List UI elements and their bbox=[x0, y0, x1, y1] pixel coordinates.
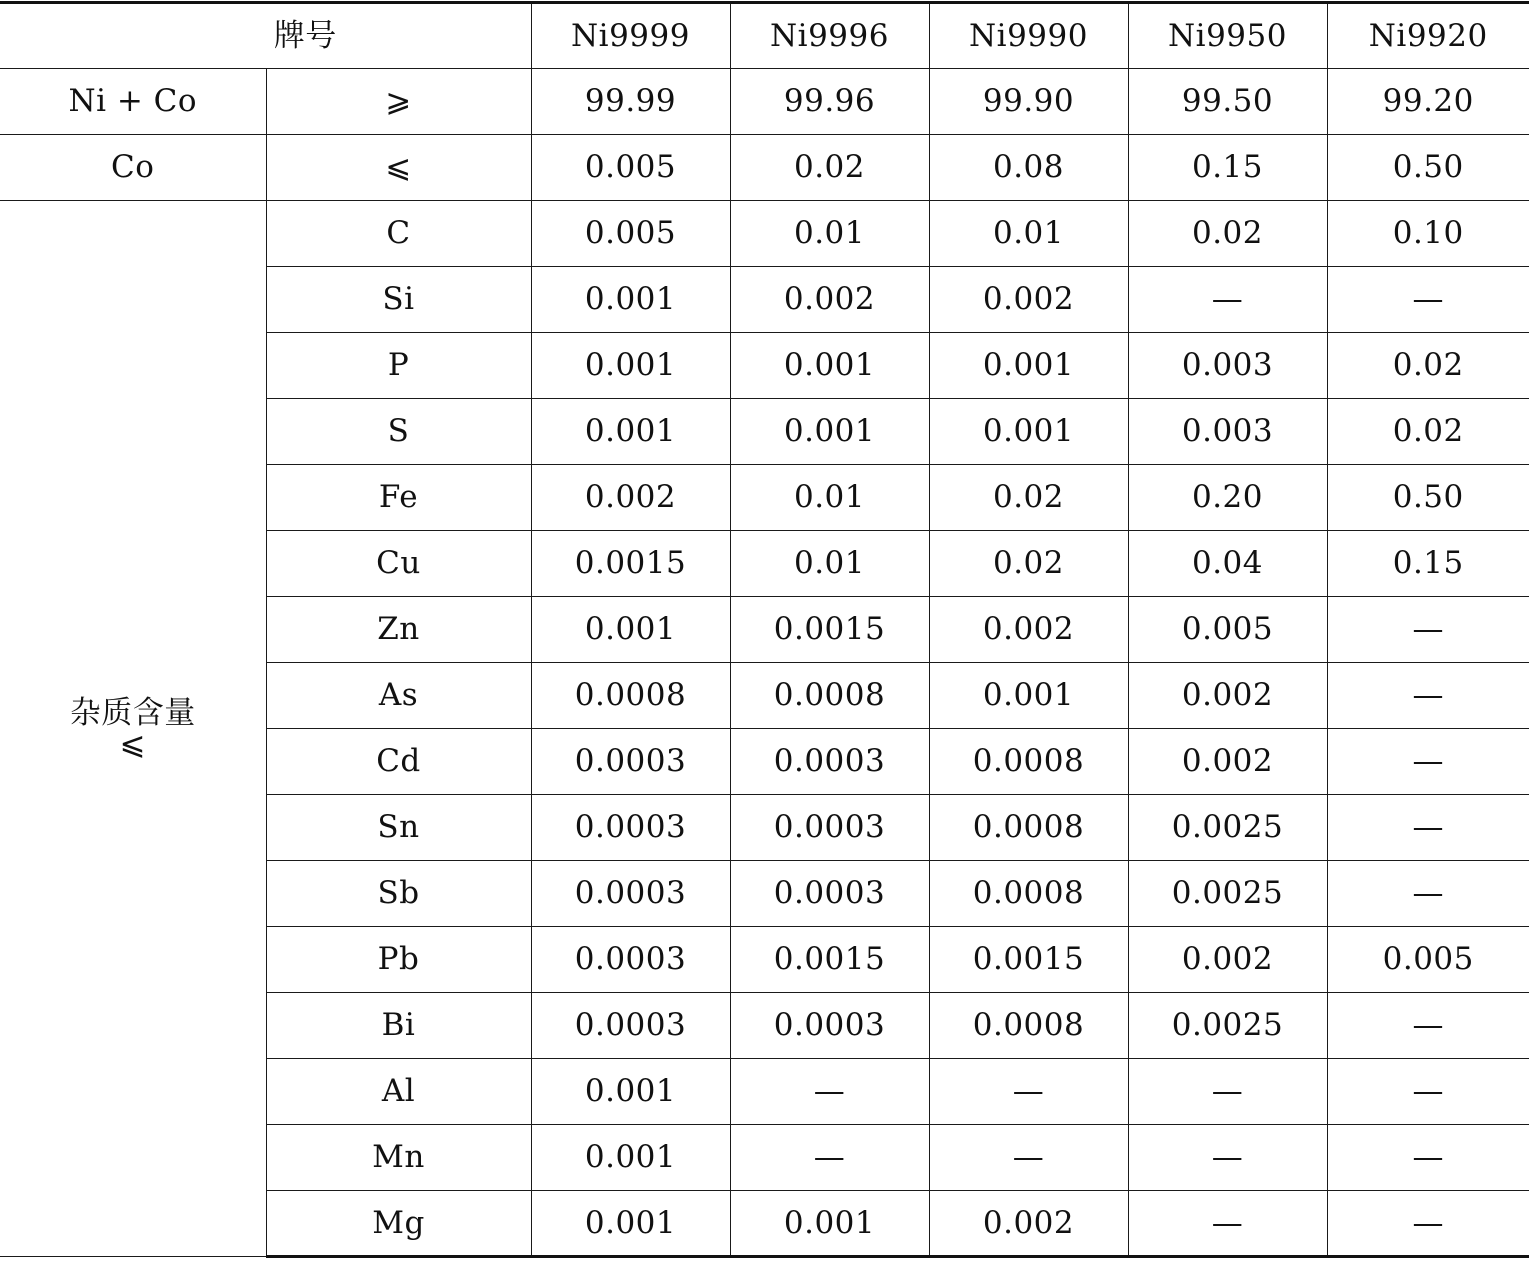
element-cell: As bbox=[266, 663, 531, 729]
impurity-value-cell: 0.002 bbox=[730, 267, 929, 333]
impurity-value-cell: 0.0003 bbox=[531, 861, 730, 927]
element-cell: Cu bbox=[266, 531, 531, 597]
impurity-value-cell: 0.001 bbox=[531, 1125, 730, 1191]
impurity-value-cell: 0.50 bbox=[1327, 465, 1529, 531]
co-value-cell: 0.50 bbox=[1327, 135, 1529, 201]
impurity-value-cell: 0.01 bbox=[730, 531, 929, 597]
impurity-value-cell: 0.0003 bbox=[531, 729, 730, 795]
grade-header-cell: Ni9950 bbox=[1128, 3, 1327, 69]
grade-header-cell: Ni9990 bbox=[929, 3, 1128, 69]
co-symbol-cell: ⩽ bbox=[266, 135, 531, 201]
impurity-value-cell: 0.0015 bbox=[730, 927, 929, 993]
element-cell: Sn bbox=[266, 795, 531, 861]
impurity-value-cell: 0.005 bbox=[531, 201, 730, 267]
impurity-value-cell: 0.002 bbox=[929, 597, 1128, 663]
co-value-cell: 0.08 bbox=[929, 135, 1128, 201]
impurity-value-cell: 0.15 bbox=[1327, 531, 1529, 597]
impurity-value-cell: — bbox=[730, 1059, 929, 1125]
impurity-value-cell: 0.0008 bbox=[929, 729, 1128, 795]
impurity-value-cell: 0.01 bbox=[730, 465, 929, 531]
impurity-value-cell: 0.001 bbox=[730, 1191, 929, 1257]
element-cell: Mn bbox=[266, 1125, 531, 1191]
impurity-value-cell: 0.003 bbox=[1128, 399, 1327, 465]
element-cell: Zn bbox=[266, 597, 531, 663]
element-cell: C bbox=[266, 201, 531, 267]
impurity-value-cell: 0.0008 bbox=[929, 861, 1128, 927]
impurity-group-label: 杂质含量 bbox=[69, 694, 196, 731]
impurity-value-cell: 0.005 bbox=[1128, 597, 1327, 663]
impurity-value-cell: 0.01 bbox=[730, 201, 929, 267]
impurity-value-cell: — bbox=[1327, 1125, 1529, 1191]
impurity-value-cell: 0.003 bbox=[1128, 333, 1327, 399]
ni-co-value-cell: 99.50 bbox=[1128, 69, 1327, 135]
element-cell: Bi bbox=[266, 993, 531, 1059]
impurity-value-cell: 0.0003 bbox=[730, 861, 929, 927]
impurity-value-cell: 0.0003 bbox=[531, 993, 730, 1059]
impurity-value-cell: — bbox=[1327, 861, 1529, 927]
impurity-value-cell: 0.001 bbox=[531, 267, 730, 333]
impurity-value-cell: 0.0003 bbox=[730, 795, 929, 861]
impurity-value-cell: — bbox=[1327, 993, 1529, 1059]
grade-header-cell: Ni9920 bbox=[1327, 3, 1529, 69]
impurity-value-cell: 0.001 bbox=[730, 333, 929, 399]
impurity-value-cell: 0.20 bbox=[1128, 465, 1327, 531]
impurity-value-cell: 0.001 bbox=[531, 597, 730, 663]
impurity-value-cell: 0.0003 bbox=[730, 993, 929, 1059]
co-value-cell: 0.005 bbox=[531, 135, 730, 201]
ni-co-symbol-cell: ⩾ bbox=[266, 69, 531, 135]
impurity-value-cell: — bbox=[1128, 1059, 1327, 1125]
element-cell: Al bbox=[266, 1059, 531, 1125]
impurity-value-cell: 0.02 bbox=[1128, 201, 1327, 267]
spec-table-body bbox=[0, 3, 1529, 1257]
impurity-value-cell: — bbox=[1128, 1125, 1327, 1191]
element-cell: P bbox=[266, 333, 531, 399]
impurity-group-cell bbox=[0, 201, 266, 1257]
element-cell: Fe bbox=[266, 465, 531, 531]
element-cell: Pb bbox=[266, 927, 531, 993]
co-value-cell: 0.15 bbox=[1128, 135, 1327, 201]
impurity-value-cell: 0.0003 bbox=[730, 729, 929, 795]
impurity-value-cell: 0.0015 bbox=[730, 597, 929, 663]
element-cell: S bbox=[266, 399, 531, 465]
impurity-value-cell: 0.002 bbox=[1128, 927, 1327, 993]
impurity-value-cell: 0.001 bbox=[929, 663, 1128, 729]
impurity-value-cell: 0.0015 bbox=[531, 531, 730, 597]
impurity-value-cell: 0.002 bbox=[929, 267, 1128, 333]
impurity-value-cell: 0.001 bbox=[929, 399, 1128, 465]
ni-co-row bbox=[0, 69, 1529, 135]
impurity-value-cell: 0.10 bbox=[1327, 201, 1529, 267]
impurity-group-symbol: ⩽ bbox=[119, 725, 146, 762]
impurity-value-cell: 0.0003 bbox=[531, 795, 730, 861]
nickel-grade-spec-table bbox=[0, 1, 1529, 1258]
grade-label-cell: 牌号 bbox=[0, 3, 531, 69]
impurity-value-cell: 0.02 bbox=[929, 531, 1128, 597]
impurity-value-cell: — bbox=[1327, 267, 1529, 333]
impurity-value-cell: 0.04 bbox=[1128, 531, 1327, 597]
impurity-value-cell: 0.02 bbox=[1327, 333, 1529, 399]
impurity-value-cell: — bbox=[1327, 663, 1529, 729]
impurity-value-cell: — bbox=[1327, 597, 1529, 663]
element-cell: Sb bbox=[266, 861, 531, 927]
impurity-value-cell: — bbox=[1128, 1191, 1327, 1257]
impurity-value-cell: — bbox=[929, 1059, 1128, 1125]
ni-co-label-cell: Ni + Co bbox=[0, 69, 266, 135]
impurity-value-cell: 0.0008 bbox=[929, 795, 1128, 861]
impurity-value-cell: — bbox=[1327, 795, 1529, 861]
element-cell: Si bbox=[266, 267, 531, 333]
element-cell: Cd bbox=[266, 729, 531, 795]
impurity-value-cell: 0.02 bbox=[929, 465, 1128, 531]
impurity-value-cell: 0.002 bbox=[531, 465, 730, 531]
impurity-value-cell: 0.0015 bbox=[929, 927, 1128, 993]
impurity-value-cell: — bbox=[1128, 267, 1327, 333]
ni-co-value-cell: 99.20 bbox=[1327, 69, 1529, 135]
grade-header-cell: Ni9999 bbox=[531, 3, 730, 69]
impurity-value-cell: 0.002 bbox=[1128, 729, 1327, 795]
impurity-value-cell: 0.001 bbox=[730, 399, 929, 465]
impurity-value-cell: 0.001 bbox=[531, 333, 730, 399]
impurity-value-cell: 0.005 bbox=[1327, 927, 1529, 993]
ni-co-value-cell: 99.90 bbox=[929, 69, 1128, 135]
impurity-value-cell: — bbox=[929, 1125, 1128, 1191]
impurity-value-cell: 0.001 bbox=[531, 399, 730, 465]
impurity-value-cell: 0.001 bbox=[531, 1059, 730, 1125]
co-value-cell: 0.02 bbox=[730, 135, 929, 201]
ni-co-value-cell: 99.96 bbox=[730, 69, 929, 135]
impurity-value-cell: 0.0003 bbox=[531, 927, 730, 993]
impurity-value-cell: 0.001 bbox=[929, 333, 1128, 399]
impurity-value-cell: 0.02 bbox=[1327, 399, 1529, 465]
impurity-value-cell: — bbox=[1327, 1059, 1529, 1125]
co-row bbox=[0, 135, 1529, 201]
impurity-value-cell: 0.002 bbox=[929, 1191, 1128, 1257]
impurity-value-cell: 0.0008 bbox=[531, 663, 730, 729]
impurity-value-cell: 0.002 bbox=[1128, 663, 1327, 729]
impurity-value-cell: 0.0008 bbox=[730, 663, 929, 729]
impurity-value-cell: — bbox=[1327, 1191, 1529, 1257]
impurity-value-cell: 0.0025 bbox=[1128, 993, 1327, 1059]
impurity-value-cell: 0.0025 bbox=[1128, 795, 1327, 861]
impurity-value-cell: — bbox=[730, 1125, 929, 1191]
grade-header-cell: Ni9996 bbox=[730, 3, 929, 69]
ni-co-value-cell: 99.99 bbox=[531, 69, 730, 135]
impurity-value-cell: — bbox=[1327, 729, 1529, 795]
impurity-row bbox=[0, 201, 1529, 267]
co-label-cell: Co bbox=[0, 135, 266, 201]
impurity-value-cell: 0.01 bbox=[929, 201, 1128, 267]
impurity-value-cell: 0.0008 bbox=[929, 993, 1128, 1059]
header-row bbox=[0, 3, 1529, 69]
impurity-value-cell: 0.0025 bbox=[1128, 861, 1327, 927]
impurity-value-cell: 0.001 bbox=[531, 1191, 730, 1257]
element-cell: Mg bbox=[266, 1191, 531, 1257]
